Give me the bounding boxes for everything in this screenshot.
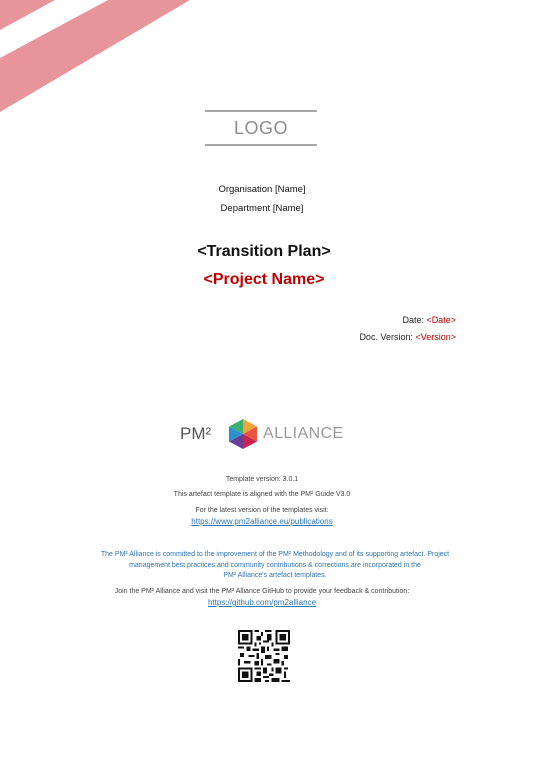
publications-link[interactable]: https://www.pm2alliance.eu/publications [191,517,333,526]
publications-link-line [0,517,524,526]
github-link[interactable]: https://github.com/pm2alliance [207,598,317,607]
commitment-line-3: PM² Alliance's artefact templates. [223,572,327,579]
organisation-name: Organisation [Name] [218,184,306,195]
version-value: <Version> [415,332,456,342]
document-title: <Transition Plan> [197,243,331,260]
commitment-line-2: management best practices and community contributions & corrections are incorporated in the [129,561,421,569]
commitment-line-1: The PM² Alliance is committed to the improvement of the PM² Methodology and of its supporting artefact. Project [100,551,450,558]
pm2-wordmark: PM² [180,424,212,443]
date-line [402,315,456,325]
latest-version-intro: For the latest version of the templates visit: [195,507,329,514]
corner-stripes-decoration [0,0,200,120]
date-value: <Date> [426,315,456,325]
logo-placeholder: LOGO [205,110,317,146]
date-label: Date: [402,315,427,325]
aligned-note: This artefact template is aligned with the PM² Guide V3.0 [173,491,351,498]
pm2-alliance-logo [180,418,346,450]
commitment-paragraph [75,550,475,582]
alliance-wordmark: ALLIANCE [263,425,344,442]
join-note: Join the PM² Alliance and visit the PM² Alliance GitHub to provide your feedback & contribution: [114,588,410,595]
github-link-line [0,598,524,607]
department-name: Department [Name] [220,203,304,214]
version-label: Doc. Version: [359,332,416,342]
template-version: Template version: 3.0.1 [225,476,299,483]
version-line [359,332,456,342]
qr-code-icon [238,630,290,682]
project-name: <Project Name> [203,271,325,288]
hexagon-icon [226,418,260,450]
